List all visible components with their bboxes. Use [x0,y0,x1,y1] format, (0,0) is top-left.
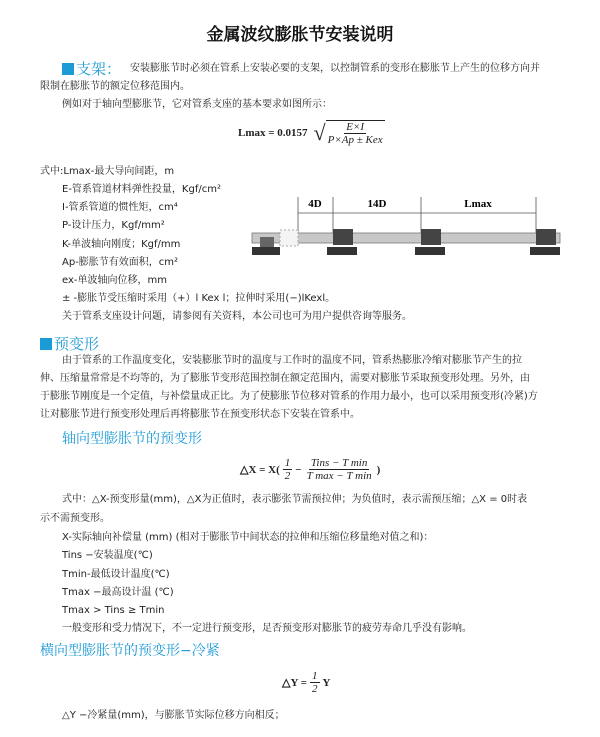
sqrt-sign: √ $\frac{E\times I}{\text{P×Ap ± Kex}}$ [313,120,383,146]
formula-lhs: △X = X( [240,464,280,476]
text-line: Tmax > Tins ≥ Tmin [62,605,165,616]
def-line: P-设计压力，Kgf/mm² [62,220,165,231]
formula-rhs: Y [322,676,331,689]
square-bullet-icon [62,63,74,75]
formula-denominator: T max − T min [306,470,372,482]
def-line: 式中:Lmax-最大导向间距，m [40,166,175,177]
dim-label-4d: 4D [308,198,322,210]
def-line: ± -膨胀节受压缩时采用（+）l Kex l；拉伸时采用(−)lKexl。 [62,293,336,304]
text-line: 于膨胀节刚度是一个定值，与补偿量成正比。为了使膨胀节位移对管系的作用力最小，也可以采用预变形(冷紧)方 [40,391,538,402]
text-line: 让对膨胀节进行预变形处理后再将膨胀节在预变形状态下安装在管系中。 [40,409,360,420]
text-line: 伸、压缩量常常是不均等的，为了膨胀节变形范围控制在额定范围内，需要对膨胀节采取预变形处理。另外，由 [40,373,530,384]
def-line: ex-单波轴向位移，mm [62,275,167,286]
formula-minus: − [295,463,302,476]
text-line: 一般变形和受力情况下，不一定进行预变形，足否预变形对膨胀节的疲劳寿命几乎没有影响。 [62,623,472,634]
page-title: 金属波纹膨胀节安装说明 [206,25,394,45]
half-numerator: 1 [284,457,291,469]
dimension-lines [298,197,536,233]
formula-denominator: 2 [312,683,318,695]
text-line: 例如对于轴向型膨胀节，它对管系支座的基本要求如图所示： [62,99,332,110]
square-bullet-icon [40,338,52,350]
text-line: 限制在膨胀节的额定位移范围内。 [40,81,190,92]
formula-lhs: △Y = [282,677,308,689]
section-heading-support [62,58,121,79]
heading-text: 预变形 [54,335,100,353]
formula-numerator: E×I [346,121,365,133]
pipe-support-diagram [240,175,570,285]
heading-text: 支架： [76,60,122,78]
text-line: 由于管系的工作温度变化，安装膨胀节时的温度与工作时的温度不同，管系热膨胀冷缩对膨胀节产生的拉 [62,355,522,366]
def-line: Ap-膨胀节有效面积，cm² [62,257,179,268]
text-line: 安装膨胀节时必须在管系上安装必要的支架，以控制管系的变形在膨胀节上产生的位移方向并 [130,63,540,74]
bellows [280,230,298,246]
half-denominator: 2 [284,470,291,482]
section-heading-predeform [40,333,99,354]
subheading-lateral: 横向型膨胀节的预变形−冷紧 [40,643,220,659]
text-line: 示不需预变形。 [40,513,110,524]
text-line: Tins −安装温度(℃) [62,550,153,561]
formula-delta-x [240,457,380,482]
text-line: △Y −冷紧量(mm)，与膨胀节实际位移方向相反； [62,710,285,721]
text-line: Tmax −最高设计温 (℃) [62,587,174,598]
formula-lmax [238,120,388,146]
dim-label-lmax: Lmax [464,198,492,210]
text-line: X-实际轴向补偿量 (mm) (相对于膨胀节中间状态的拉伸和压缩位移量绝对值之和)： [62,532,434,543]
formula-numerator: 1 [312,670,318,682]
formula-lhs: Lmax = 0.0157 [238,127,308,139]
text-line: 式中：△X-预变形量(mm)，△X为正值时，表示膨张节需预拉伸；为负值时，表示需预压缩；△X = 0时表 [62,494,528,505]
formula-delta-y [282,670,330,695]
def-line: I-管系管道的惯性矩，cm⁴ [62,202,178,213]
def-line: K-单波轴向刚度；Kgf/mm [62,239,181,250]
dim-label-14d: 14D [367,198,387,210]
text-line: Tmin-最低设计温度(℃) [62,569,170,580]
formula-denominator: P×Ap ± Kex [327,134,383,146]
formula-close: ) [376,463,381,476]
formula-numerator: Tins − T min [310,457,368,469]
def-line: E-管系管道材料弹性投量，Kgf/cm² [62,184,221,195]
subheading-axial: 轴向型膨胀节的预变形 [62,431,202,447]
def-line: 关于管系支座设计问题，请参阅有关资料，本公司也可为用户提供咨询等服务。 [62,311,412,322]
